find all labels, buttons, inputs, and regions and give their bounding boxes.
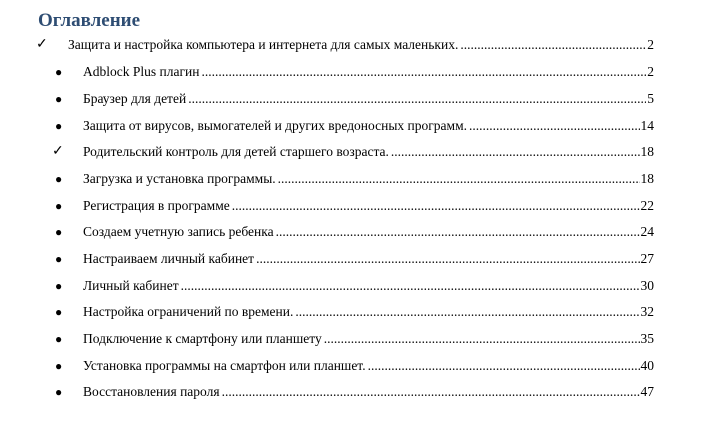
dot-leader <box>181 278 640 294</box>
toc-entry-page: 30 <box>640 278 654 293</box>
toc-entry[interactable] <box>52 116 654 134</box>
toc-entry-page: 18 <box>640 144 654 159</box>
toc-entry-title: Личный кабинет <box>83 278 179 293</box>
toc-entry-title: Adblock Plus плагин <box>83 64 200 79</box>
dot-leader <box>188 91 646 107</box>
toc-entry[interactable] <box>52 89 654 107</box>
toc-entry-title: Подключение к смартфону или планшету <box>83 331 322 346</box>
toc-entry[interactable] <box>52 249 654 267</box>
dot-leader <box>295 304 639 320</box>
dot-leader <box>222 384 640 400</box>
toc-entry-title: Защита от вирусов, вымогателей и других вредоносных программ. <box>83 118 467 133</box>
toc-entry-page: 40 <box>640 358 654 373</box>
toc-entry[interactable] <box>52 62 654 80</box>
toc-entry[interactable] <box>52 222 654 240</box>
toc-entry[interactable] <box>52 302 654 320</box>
dot-leader <box>460 37 646 53</box>
toc-entry[interactable] <box>52 169 654 187</box>
toc-entry-page: 18 <box>640 171 654 186</box>
toc-entry-page: 35 <box>640 331 654 346</box>
toc-entry-title: Регистрация в программе <box>83 198 230 213</box>
toc-entry[interactable] <box>52 276 654 294</box>
dot-leader <box>276 224 640 240</box>
toc-entry-title: Восстановления пароля <box>83 384 220 399</box>
bullet-icon: ● <box>55 172 63 186</box>
dot-leader <box>256 251 639 267</box>
toc-entry-page: 14 <box>640 118 654 133</box>
toc-entry-title: Настраиваем личный кабинет <box>83 251 255 266</box>
checkmark-icon: ✓ <box>36 37 48 52</box>
toc-entry-title: Родительский контроль для детей старшего возраста. <box>83 144 389 159</box>
toc-entry[interactable] <box>52 196 654 214</box>
dot-leader <box>368 358 640 374</box>
bullet-icon: ● <box>55 385 63 399</box>
bullet-icon: ● <box>55 65 63 79</box>
dot-leader <box>278 171 640 187</box>
toc-entry-page: 2 <box>647 64 654 79</box>
toc-entry-page: 24 <box>640 224 654 239</box>
toc-entry[interactable] <box>36 35 654 53</box>
bullet-icon: ● <box>55 225 63 239</box>
checkmark-icon: ✓ <box>52 144 64 159</box>
bullet-icon: ● <box>55 279 63 293</box>
toc-entry-page: 27 <box>640 251 654 266</box>
toc-entry[interactable] <box>52 142 654 160</box>
toc-entry-title: Установка программы на смартфон или планшет. <box>83 358 366 373</box>
toc-entry[interactable] <box>52 382 654 400</box>
toc-entry[interactable] <box>52 329 654 347</box>
toc-entry-title: Создаем учетную запись ребенка <box>83 224 274 239</box>
toc-entry-title: Защита и настройка компьютера и интернета для самых маленьких. <box>68 37 459 52</box>
toc-entry[interactable] <box>52 356 654 374</box>
bullet-icon: ● <box>55 359 63 373</box>
toc-entry-title: Браузер для детей <box>83 91 187 106</box>
bullet-icon: ● <box>55 92 63 106</box>
dot-leader <box>391 144 640 160</box>
dot-leader <box>324 331 640 347</box>
toc-entry-page: 47 <box>640 384 654 399</box>
bullet-icon: ● <box>55 332 63 346</box>
toc-entry-page: 2 <box>647 37 654 52</box>
toc-entry-page: 5 <box>647 91 654 106</box>
toc-entry-title: Загрузка и установка программы. <box>83 171 276 186</box>
bullet-icon: ● <box>55 305 63 319</box>
dot-leader <box>201 64 646 80</box>
bullet-icon: ● <box>55 199 63 213</box>
toc-heading: Оглавление <box>38 10 141 31</box>
bullet-icon: ● <box>55 252 63 266</box>
dot-leader <box>469 118 640 134</box>
bullet-icon: ● <box>55 119 63 133</box>
dot-leader <box>232 198 640 214</box>
toc-entry-title: Настройка ограничений по времени. <box>83 304 294 319</box>
toc-entry-page: 22 <box>640 198 654 213</box>
toc-entry-page: 32 <box>640 304 654 319</box>
